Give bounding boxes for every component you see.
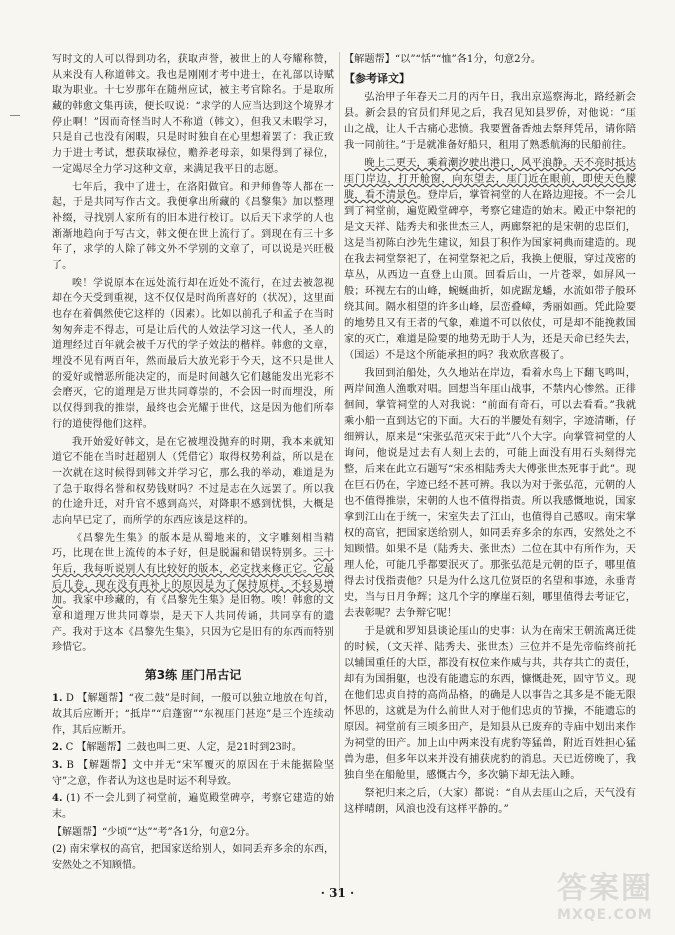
- watermark-text: 答案圈: [557, 871, 653, 906]
- answer-item: [52, 740, 334, 756]
- answer-number: 2.: [52, 742, 63, 754]
- answer-number: 1.: [52, 693, 63, 705]
- text-segment: 祭祀归来之后，（大家）都说：“自从去厓山之后，天气没有这样晴朗，风浪也没有这样平静的。”: [344, 788, 636, 815]
- underlined-text: 晚上二更天，乘着潮汐驶出港口，风平浪静。天不亮时抵达厓门岸边，打开舱窗，向东望去，厓门近在眼前，即使天色朦胧，看不清景色: [344, 158, 636, 201]
- right-column: [344, 52, 636, 820]
- translation-paragraph: [344, 624, 636, 784]
- answer-item: [52, 825, 334, 841]
- page-number: · 31 ·: [320, 886, 355, 900]
- watermark-url: MXQE.COM: [557, 907, 653, 923]
- paragraph: [52, 531, 334, 657]
- crop-mark: [10, 115, 20, 116]
- translation-paragraph: [344, 786, 636, 818]
- section-title: 第3练 厓门吊古记: [144, 668, 242, 683]
- underlined-text: 三十年后，我每听说别人有比较好的版本，必定找来修正它。它最后几卷，现在没有再补上的原因是为了保持原样，不轻易增加: [52, 548, 335, 607]
- answer-text: 【解题帮】“少顷”“达”“考”各1分，句意2分。: [52, 826, 256, 838]
- text-segment: 《昌黎先生集》的版本是从蜀地来的，文字雕刻相当精巧，比现在世上流传的本子好，但是脱漏和错误特别多。: [52, 532, 334, 560]
- answer-item: [52, 758, 334, 789]
- answer-text: D 【解题帮】“夜二鼓”是时间，一般可以独立地放在句首，故其后应断开；“抵岸”“启蓬窗”“东视厓门甚迩”是三个连续动作，其后应断开。: [52, 693, 334, 736]
- text-segment: 于是就和罗知县谈论厓山的史事：认为在南宋王朝流离迁徙的时候，（文天祥、陆秀夫、张世杰）三位并不是先帝临终前托以辅国重任的大臣，都没有权位来作威与共，共存共亡的责任，却有为国捐躯，也没有能遗忘的东西，慷慨赴死，固守节义。现在他们忠贞自持的高尚品格，的确是人以事告之其多是不能无限怀思的，这就是为什么前世人对于他们忠贞的节操，不能遗忘的原因。祠堂前有三顷多田产，是知县从已废弃的寺庙中划出来作为祠堂的田产。加上山中两来没有虎豹等猛兽，附近百姓担心猛兽为患，但多年以来并没有捕获虎豹的消息。天已近傍晚了，我独自坐在船舱里，感慨古今，多次躺下却无法入睡。: [344, 626, 636, 781]
- paragraph: 唉！学说原本在远处流行却在近处不流行，在过去被忽视却在今天受到重视，这不仅仅是时尚所喜好的（状况），这里面也存在着偶然使它这样的（因素）。比如以前孔子和孟子在当时匆匆奔走不得志，可是让后代的人效法学习这一代人，圣人的道理经过百年就会被千万代的学子效法的楷样。韩愈的文章，埋没不见有两百年，然而最后大放光彩于今天，这不只是世人的爱好或憎恶所能决定的，而是时间越久它们越能发出光彩不会磨灭，它的道理是万世共同尊崇的，不会因一时而埋没，所以仅得到我的推崇，最终也会光耀于世代，这是因为他们所奉行的道使得他们这样。: [52, 277, 334, 430]
- paragraph: 七年后，我中了进士，在洛阳做官。和尹师鲁等人都在一起，于是共同写作古文。我便拿出所藏的《昌黎集》加以整理补缀，寻找别人家所有的旧本进行校订。以后天下求学的人也渐渐地趋向于写古文，韩文便在世上流行了。到现在有三十多年了，求学的人除了韩文外不学别的文章了，可以说是兴旺极了。: [52, 181, 334, 271]
- text-segment: 。登岸后，掌管祠堂的人在路边迎接。不一会儿到了祠堂前，遍览殿堂碑亭，考察它建造的始末。殿正中祭祀的是文天祥、陆秀夫和张世杰三人，两廊祭祀的是宋朝的忠臣们，这是当初陈白沙先生建议，知县丁积作为国家祠典而建造的。现在我去祠堂祭祀了，在祠堂祭祀之后，我换上便服，穿过茂密的草丛，从西边一直登上山顶。回看后山，一片苍翠，如屏风一般；环视左右的山峰，蜿蜒曲折，如虎踞龙蟠，水流如带子般环绕其间。隔水相望的许多山峰，层峦叠嶂，秀丽如画。凭此险要的地势且又有王者的气象，难道不可以依仗，可是却不能挽救国家的灭亡，难道是险要的地势无助于人为，还是天命已经失去，（国运）不是这个所能承担的吗？我欢欣喜极了。: [344, 190, 636, 361]
- watermark-logo: [557, 863, 657, 925]
- answer-text: B 【解题帮】文中并无“宋军覆灭的原因在于未能据险坚守”之意，作者认为这也是时运不利导致。: [52, 759, 334, 787]
- left-column: [52, 52, 334, 876]
- answer-item: [52, 791, 334, 822]
- text-segment: 我回到泊船处，久久地站在岸边，看着水鸟上下翻飞鸣叫，两岸间渔人渔歌对唱。回想当年厓山战事，不禁内心惨然。正徘徊间，掌管祠堂的人对我说：“前面有奇石，可以去看看。”我就乘小船一直到达它的下面。大石的半腰处有刻字，字迹清晰，仔细辨认，原来是“宋张弘范灭宋于此”八个大字。向掌管祠堂的人询问，他说是过去有人刻上去的，可能上面没有用石头刻得完整，后来在此立石题写“宋丞相陆秀夫大傅张世杰死事于此”。现在巨石仍在，字迹已经不甚可辨。我以为对于张弘范，元朝的人也不值得推崇，宋朝的人也不值得指责。所以我感慨地说，国家拿到江山在于统一，宋室失去了江山，也值得自己感叹。南宋掌权的高官，把国家送给别人，如同丢弃多余的东西，安然处之不知顾惜。如果不是（陆秀夫、张世杰）二位在其中有所作为，天理人伦，可能几乎都要泯灭了。那张弘范是元朝的臣子，哪里值得去讨伐指责他？只是为什么这几位贤臣的名望和事迹，永垂青史，当与日月争辉；这几个字的摩崖石刻，哪里值得去考证它，去表彰呢？去争辩它呢！: [344, 368, 636, 619]
- paragraph: 我开始爱好韩文，是在它被埋没抛弃的时期，我本来就知道它不能在当时赶超别人（凭借它）取得权势利益，所以是在一次就在这时候得到韩文并学习它，那么我的举动，难道是为了急于取得名誉和权势钱财吗？不过是志在久远罢了。所以我的仕途升迁，对升官不感到高兴，对降职不感到忧惧，大概是志向早已定了，而所学的东西应该是这样的。: [52, 436, 334, 526]
- answer-text: C 【解题帮】二鼓也叫二更、人定，是21时到23时。: [65, 742, 302, 754]
- answer-number: 3.: [52, 759, 63, 771]
- column-divider: [339, 52, 340, 892]
- answer-text: (1) 不一会儿到了祠堂前，遍览殿堂碑亭，考察它建造的始末。: [52, 793, 334, 820]
- reference-translation-label: 【参考译文】: [344, 72, 410, 85]
- translation-paragraph: [344, 366, 636, 622]
- answer-note: 【解题帮】“以”“恬”“恤”各1分，句意2分。: [344, 54, 542, 65]
- translation-paragraph: [344, 90, 636, 154]
- translation-paragraph: [344, 156, 636, 364]
- answer-text: (2) 南宋掌权的高官，把国家送给别人，如同丢弃多余的东西，安然处之不知顾惜。: [52, 844, 334, 871]
- paragraph: 写时文的人可以得到功名，获取声誉，被世上的人夸耀称赞，从来没有人称道韩文。我也是刚刚才考中进士，在礼部以诗赋取为职业。十七岁那年在随州应试，被主考官除名。于是取所藏的韩愈文集再读，便长叹说：“求学的人应当达到这个境界才停止啊！”因而奇怪当时人不称道（韩文），但我又未暇学习，只是自己也没有闲暇，只是时时独自在心里想着罢了：我正致力于进士考试，想获取禄位，赡养老母亲，如果得到了禄位，一定竭尽全力学习这种文章，来满足我平日的志愿。: [52, 54, 334, 175]
- answer-item: [52, 691, 334, 738]
- answer-number: 4.: [52, 793, 63, 805]
- text-segment: 。我家中珍藏的，有《昌黎先生集》是旧物。唉！韩愈的文章和道理万世共同尊崇，是天下人共同传诵，共同享有的遗产。我对于这本《昌黎先生集》，只因为它是旧有的东西而特别珍惜它。: [52, 595, 334, 654]
- answer-item: [52, 842, 334, 873]
- text-segment: 弘治甲子年春天二月的丙午日，我出京巡察海北，路经新会县。新会县的官员们拜见之后，我召见知县罗侨，对他说：“厓山之战，让人千古痛心悲愤。我要置备香烛去祭拜凭吊，请你陪我一同前往。”于是就准备好船只，租用了熟悉航海的民船前往。: [344, 92, 636, 151]
